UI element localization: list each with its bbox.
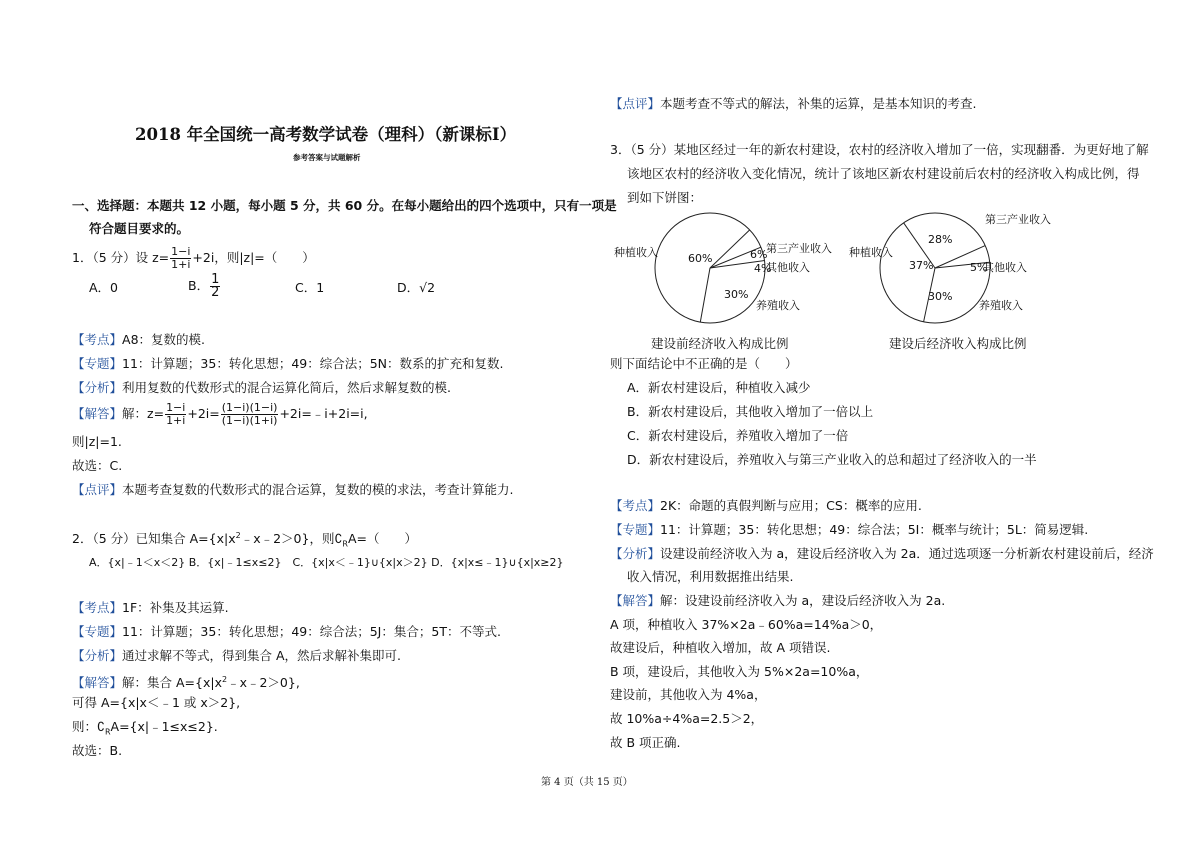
q2-options: A．{x|﹣1＜x＜2} B．{x|﹣1≤x≤2} C．{x|x＜﹣1}∪{x|x＞2} D．{x|x≤﹣1}∪{x|x≥2} xyxy=(89,556,564,569)
q3-line4: 建设前，其他收入为 4%a， xyxy=(610,687,767,702)
q3-stem-line2: 该地区农村的经济收入变化情况，统计了该地区新农村建设前后农村的经济收入构成比例，得 xyxy=(627,166,1140,181)
q3-option-c: C．新农村建设后，养殖收入增加了一倍 xyxy=(627,428,849,443)
q1-line3: 故选：C. xyxy=(72,458,123,473)
q1-option-b: B． $\frac{1}{2}$ xyxy=(188,272,220,300)
q2-kaodian: 【考点】1F：补集及其运算. xyxy=(72,600,229,615)
pie-category-label: 种植收入 xyxy=(849,246,893,259)
q1-stem: 1．（5 分）设 z= $\frac{1-i}{1+i}$ +2i，则|z|=（ ） xyxy=(72,245,315,271)
q1-kaodian: 【考点】A8：复数的模. xyxy=(72,332,205,347)
pie-category-label: 其他收入 xyxy=(766,261,810,274)
q3-option-a: A．新农村建设后，种植收入减少 xyxy=(627,380,811,395)
q1-jieda: 【解答】解：z= $\frac{1-i}{1+i}$ +2i= $\frac{(1-i)(1-i)}{(1-i)(1+i)}$ +2i=﹣i+2i=i, xyxy=(72,401,368,427)
q1-line2: 则|z|=1. xyxy=(72,434,122,449)
pie-charts xyxy=(600,200,1160,350)
section-heading: 一、选择题：本题共 12 小题，每小题 5 分，共 60 分。在每小题给出的四个选项中，只有一项是 xyxy=(72,198,617,213)
pie-category-label: 养殖收入 xyxy=(979,299,1023,312)
q3-line3: B 项，建设后，其他收入为 5%×2a=10%a， xyxy=(610,664,869,679)
q3-line1: A 项，种植收入 37%×2a﹣60%a=14%a＞0， xyxy=(610,617,883,632)
q1-option-a: A．0 xyxy=(89,280,119,295)
q2-line3: 则：$∁_RA=\{x|﹣1\le x\le 2\}$. xyxy=(72,719,218,737)
pie-chart-after xyxy=(849,212,1051,323)
q2-jieda: 【解答】解：集合 $A=\{x|x^2﹣x﹣2>0\}$, xyxy=(72,675,300,691)
q3-fenxi: 【分析】设建设前经济收入为 a，建设后经济收入为 2a．通过选项逐一分析新农村建设前后，经济 xyxy=(610,546,1154,561)
q1-zhuanti: 【专题】11：计算题；35：转化思想；49：综合法；5N：数系的扩充和复数. xyxy=(72,356,504,371)
pie-category-label: 第三产业收入 xyxy=(985,213,1051,226)
q1-fenxi: 【分析】利用复数的代数形式的混合运算化简后，然后求解复数的模. xyxy=(72,380,451,395)
q3-jieda: 【解答】解：设建设前经济收入为 a，建设后经济收入为 2a. xyxy=(610,593,946,608)
section-heading-cont: 符合题目要求的。 xyxy=(89,221,190,236)
q2-fenxi: 【分析】通过求解不等式，得到集合 A，然后求解补集即可. xyxy=(72,648,402,663)
q2-stem: 2．（5 分）已知集合 $A=\{x|x^2﹣x﹣2>0\}$，则$∁_RA=$（ ） xyxy=(72,531,417,549)
q3-kaodian: 【考点】2K：命题的真假判断与应用；CS：概率的应用. xyxy=(610,498,922,513)
q3-zhuanti: 【专题】11：计算题；35：转化思想；49：综合法；5I：概率与统计；5L：简易逻辑. xyxy=(610,522,1089,537)
q3-line6: 故 B 项正确. xyxy=(610,735,681,750)
q3-stem-line1: 3．（5 分）某地区经过一年的新农村建设，农村的经济收入增加了一倍，实现翻番．为更好地了解 xyxy=(610,142,1149,157)
page-title: 2018 年全国统一高考数学试卷（理科）（新课标Ⅰ） xyxy=(135,125,517,144)
pie-value-label: 37% xyxy=(909,259,934,272)
q1-option-c: C．1 xyxy=(295,280,325,295)
q1-option-d: D．√2 xyxy=(397,280,436,295)
pie-category-label: 种植收入 xyxy=(614,246,658,259)
pie-category-label: 其他收入 xyxy=(983,261,1027,274)
pie-value-label: 30% xyxy=(928,290,953,303)
q3-option-d: D．新农村建设后，养殖收入与第三产业收入的总和超过了经济收入的一半 xyxy=(627,452,1037,467)
q3-stem-line3: 到如下饼图： xyxy=(627,190,703,205)
pie-value-label: 4% xyxy=(754,262,772,275)
pie2-title: 建设后经济收入构成比例 xyxy=(889,336,1027,351)
q3-fenxi-cont: 收入情况，利用数据推出结果. xyxy=(627,569,794,584)
q2-line4: 故选：B. xyxy=(72,743,123,758)
pie-value-label: 60% xyxy=(688,252,713,265)
q2-zhuanti: 【专题】11：计算题；35：转化思想；49：综合法；5J：集合；5T：不等式. xyxy=(72,624,501,639)
pie-category-label: 第三产业收入 xyxy=(766,242,832,255)
pie-chart-before xyxy=(614,213,832,323)
pie-value-label: 5% xyxy=(970,261,988,274)
pie-category-label: 养殖收入 xyxy=(756,299,800,312)
right-dianping: 【点评】本题考查不等式的解法，补集的运算，是基本知识的考查. xyxy=(610,96,977,111)
q1-dianping: 【点评】本题考查复数的代数形式的混合运算，复数的模的求法，考查计算能力. xyxy=(72,482,514,497)
q3-line2: 故建设后，种植收入增加，故 A 项错误. xyxy=(610,640,831,655)
pie-value-label: 30% xyxy=(724,288,749,301)
pie-value-label: 6% xyxy=(750,248,768,261)
q3-line5: 故 10%a÷4%a=2.5＞2， xyxy=(610,711,764,726)
pie1-title: 建设前经济收入构成比例 xyxy=(651,336,789,351)
page-subtitle: 参考答案与试题解析 xyxy=(293,153,361,162)
q2-line2: 可得 A={x|x＜﹣1 或 x＞2}, xyxy=(72,695,241,710)
q3-option-b: B．新农村建设后，其他收入增加了一倍以上 xyxy=(627,404,874,419)
q3-question: 则下面结论中不正确的是（ ） xyxy=(610,356,798,371)
page-footer: 第 4 页（共 15 页） xyxy=(541,777,633,788)
pie-value-label: 28% xyxy=(928,233,953,246)
